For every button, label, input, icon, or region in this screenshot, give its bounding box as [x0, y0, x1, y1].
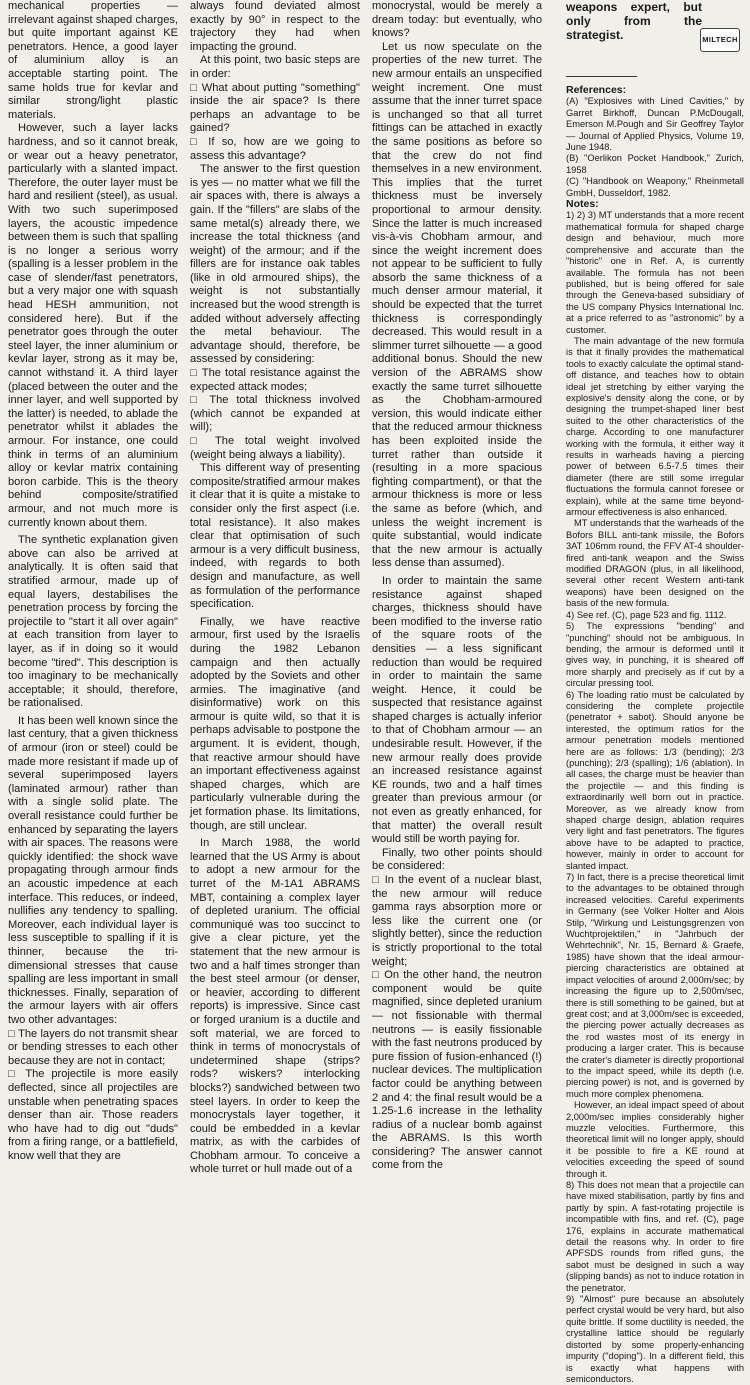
- column-2-paragraph: □ The total weight involved (weight being always a liability).: [190, 435, 360, 462]
- column-2-paragraph: always found deviated almost exactly by 90° in respect to the trajectory they had when impacting the ground.: [190, 0, 360, 53]
- divider-rule: [566, 76, 637, 77]
- note-item: 8) This does not mean that a projectile can have mixed stabilisation, partly by fins and partly by spin. A fast-rotating projectile is incompatible with fins, and ref. (C), page 176, explains in accurate mathematical detail the reasons why. In order to fire APFSDS rounds from rifled guns, the sabot must be designed in such a way (slipping bands) as not to induce rotation in the penetrator.: [566, 1180, 744, 1293]
- note-item: 6) The loading ratio must be calculated by considering the complete projectile (penetrator + sabot). Should anyone be interested, the optimum ratios for the armour penetration models mentioned here are as follows: 1/3 (bending); 2/3 (punching); 2/3 (spalling); 1/6 (ablation). In all cases, the charge must be heavier than the projectile — and this finding is extraordinarily well born out in practice. Moreover, as we already know from shaped charge design, ablation requires very light and fast penetrators. The figures above have to be adapted to practice, however, mainly in order to account for slanted impact.: [566, 689, 744, 871]
- note-item: 5) The expressions "bending" and "punching" should not be ambiguous. In bending, the armour is deformed until it gives way, in punching, it is sheared off more sharply and precisely as if cut by a circular pressing tool.: [566, 621, 744, 689]
- column-2-paragraph: In March 1988, the world learned that the US Army is about to adopt a new armour for the turret of the M-1A1 ABRAMS MBT, containing a complex layer of depleted uranium. The official communiqué was too succinct to give a clear picture, yet the statement that the new armour is two and a half times stronger than the best steel armour (or denser, or heavier, according to different reports) is impressive. Since cast or forged uranium is a ductile and soft material, we are forced to think in terms of monocrystals of undetermined shape (strips? rods? wiskers? interlocking blocks?) sandwiched between two steel layers. In order to keep the monocrystals layer together, it could be embedded in a kevlar matrix, as with the carbides of Chobham armour. To conceive a whole turret or hull made out of a: [190, 837, 360, 1176]
- column-1-paragraph: However, such a layer lacks hardness, and so it cannot break, or wear out a heavy penetrator, particularly with a slanted impact. Therefore, the outer layer must be hard and resilient (steel), as usual. With two such superimposed layers, the acoustic impedence between them is such that spalling is no longer a serious worry (spalling is a lesser problem in the case of slender/fast penetrators, but a very major one with squash head HESH ammunition, not considered here). But if the penetrator goes through the outer steel layer, the inner aluminium or kevlar layer, strong as it may be, cannot withstand it. A third layer (placed between the outer and the inner layer, and well supported by the latter) is needed, to ablade the penetrator whilst it ablades the armour. For instance, one could think in terms of an aluminium alloy or kevlar matrix containing boron carbide. This is the theory behind composite/stratified armour, and not much more is currently known about them.: [8, 122, 178, 529]
- notes-list: [566, 210, 744, 1385]
- column-4: [566, 0, 744, 1384]
- column-3-paragraph: monocrystal, would be merely a dream today: but eventually, who knows?: [372, 0, 542, 40]
- note-item: 9) "Almost" pure because an absolutely perfect crystal would be very hard, but also quite brittle. If some ductility is needed, the crystalline lattice should be regularly distorted by some properly-enhancing impurity ("doping"). In a different field, this is exactly what happens with semiconductors.: [566, 1294, 744, 1384]
- column-2-paragraph: □ The total thickness involved (which cannot be expanded at will);: [190, 394, 360, 435]
- note-item: 4) See ref. (C), page 523 and fig. 1112.: [566, 609, 727, 620]
- reference-item: (B) "Oerlikon Pocket Handbook," Zurich, 1958: [566, 153, 744, 175]
- column-2-paragraph: Finally, we have reactive armour, first used by the Israelis during the 1982 Lebanon campaign and then actually adopted by the Soviets and other armies. The imaginative (and disinformative) work on this armour is quite wild, so that it is perhaps advisable to postpone the argument. It is evident, though, that reactive armour should have an important effectiveness against shaped charges, which are particularly vulnerable during the jet formation phase. Its limitations, though, are still unclear.: [190, 615, 360, 832]
- column-1-paragraph: □ The projectile is more easily deflected, since all projectiles are unstable when penetrating spaces denser than air. Those readers who have had to dig out "duds" from a firing range, or a battlefield, know well that they are: [8, 1068, 178, 1163]
- column-2-paragraph: The answer to the first question is yes — no matter what we fill the air spaces with, there is always a gain. If the "fillers" are slabs of the same metal(s) already there, we increase the total thickness (and weight) of the armour; and if the fillers are for instance oak tables (like in old armoured ships), the weight is not substantially increased but the wood strength is added without adversely affecting the metal behaviour. The advantage should, therefore, be assessed by considering:: [190, 163, 360, 366]
- column-2-paragraph: At this point, two basic steps are in order:: [190, 54, 360, 80]
- column-2-paragraph: This different way of presenting composite/stratified armour makes it clear that it is quite a mistake to consider only the first aspect (i.e. total resistance). It also makes clear that optimisation of such armour is a very difficult business, indeed, with regards to both design and manufacture, as well as formulation of the performance specification.: [190, 462, 360, 611]
- column-3-paragraph: □ In the event of a nuclear blast, the new armour will reduce gamma rays absorption more or less like the current one (or slightly better), since the reduction is strictly proportional to the total weight;: [372, 874, 542, 969]
- column-1-paragraph: □ The layers do not transmit shear or bending stresses to each other because they are not in contact;: [8, 1028, 178, 1069]
- note-item: The main advantage of the new formula is that it finally provides the mathematical tools to exactly calculate the optimal stand-off distance, and teaches how to obtain ideal jet stretching by either varying the explosive's density along the cone, or by designing the trumpet-shaped liner best suited to the other characteristics of the charge. According to one manufacturer working with the formula, it either way it results in warheads having a piercing power of between 6.5-7.5 times their diameter (there are still some irregular fluctuations the formula cannot foresee or explain), while at the same time beyond-armour effectiveness is also enhanced.: [566, 335, 744, 518]
- logo-text: MILTECH: [702, 35, 738, 45]
- note-item: However, an ideal impact speed of about 2,000m/sec implies considerably higher muzzle velocities. Furthermore, this theoretical limit will no longer apply, should it be possible to fire a KE round at velocities exceeding the speed of sound through it.: [566, 1100, 744, 1179]
- column-3-paragraph: □ On the other hand, the neutron component would be quite magnified, since depleted uranium — not fissionable with thermal neutrons — is easily fissionable with the fast neutrons produced by pure fission of fusion-enhanced (!) nuclear devices. The multiplication factor could be anything between 2 and 4: the final result would be a 1.25-1.6 increase in the lethality radius of a nuclear bomb against the ABRAMS. Is this worth considering? The answer cannot come from the: [372, 969, 542, 1173]
- column-3-paragraph: Let us now speculate on the properties of the new turret. The new armour entails an unspecified weight increment. One must assume that the inner turret space is unchanged so that all turret fittings can be attached in exactly the same positions as before so that the crew do not find themselves in a new environment. This implies that the turret thickness must be inversely proportional to armour density. Since the latter is much increased vis-à-vis Chobham armour, and since the weight increment does not appear to be sufficient to fully absorb the same thickness of a much denser armour material, it should be expected that the turret thickness is correspondingly decreased. This would result in a slimmer turret silhouette — a good additional bonus. Should the new version of the ABRAMS show exactly the same turret silhouette as the Chobham-armoured version, this would indicate either that the reduced armour thickness has been exploited inside the turret rather than outside it (resulting in a more spacious fighting compartment), or that the armour thickness is more or less the same as before (which, and unless the weight increment is quite substantial, would indicate that the new armour is actually less dense than assumed).: [372, 40, 542, 570]
- reference-item: (C) "Handbook on Weapony," Rheinmetall GmbH, Dusseldorf, 1982.: [566, 176, 744, 198]
- column-3: [372, 0, 542, 1172]
- note-item: MT understands that the warheads of the Bofors BILL anti-tank missile, the Bofors 3AT 106mm round, the FFV AT-4 shoulder-fired anti-tank weapon and the Swiss modified DRAGON (plus, in all likelihood, several other recent Western anti-tank weapons) have been designed on the basis of the new formula.: [566, 518, 744, 609]
- column-2-paragraph: □ What about putting "something" inside the air space? Is there perhaps an advantage to be gained?: [190, 82, 360, 136]
- column-1-paragraph: mechanical properties — irrelevant against shaped charges, but quite important against KE penetrators. Hence, a good layer of aluminium alloy is an acceptable starting point. The same holds true for kevlar and similar strong/light plastic materials.: [8, 0, 178, 121]
- column-4-lead-text: weapons expert, but only from the strategist.: [566, 0, 702, 42]
- column-1-paragraph: The synthetic explanation given above can also be arrived at analytically. It is often said that stratified armour, made up of equal layers, destabilises the penetration process by forcing the projectile to "start it all over again" at each transition from layer to layer, as if in doing so it would become "tired". This description is too imaginary to be mechanically acceptable; it should, therefore, be rationalised.: [8, 534, 178, 710]
- reference-item: (A) "Explosives with Lined Cavities," by Garret Birkhoff, Duncan P.McDougall, Emerson M.Pough and Sir Geoffrey Taylor — Journal of Applied Physics, Volume 19, June 1948.: [566, 96, 744, 153]
- column-2-paragraph: □ If so, how are we going to assess this advantage?: [190, 136, 360, 163]
- column-3-paragraph: In order to maintain the same resistance against shaped charges, thickness should have been modified to the inverse ratio of the square roots of the densities — a less significant reduction than would be required in order to maintain the same weight. Hence, it could be suspected that resistance against shaped charges is actually inferior to that of Chobham armour — an undesirable result. However, if the new armour really does provide an increased resistance against KE rounds, two and a half times greater than previous armour (or not even as greatly enhanced, for that matter) the overall result would still be worth paying for.: [372, 574, 542, 846]
- references-section: [566, 85, 744, 1385]
- references-heading: References:: [566, 84, 627, 96]
- miltech-logo: [700, 28, 740, 52]
- column-2: [190, 0, 360, 1176]
- notes-heading: Notes:: [566, 198, 599, 211]
- note-item: 1) 2) 3) MT understands that a more recent mathematical formula for shaped charge design and behaviour, much more comprehensive and accurate than the "historic" one in Ref. A, is currently available. The formula has not been published, but is being offered for sale through the Geneva-based subsidiary of the US company Physics International Inc. at a price referred to as "astronomic" by a customer.: [566, 210, 744, 335]
- column-3-paragraph: Finally, two other points should be considered:: [372, 846, 542, 873]
- column-2-paragraph: □ The total resistance against the expected attack modes;: [190, 367, 360, 394]
- note-item: 7) In fact, there is a precise theoretical limit to the advantages to be obtained through increased velocities. Careful experiments in Germany (see Volker Holter and Alois Stilp, "Wirkung und Leistungsgrenzen von Wuchtprojektilen," in "Jahrbuch der Wehrtechnik", Nr. 15, Bernard & Graefe, 1985) have shown that the ideal armour-piercing characteristics are obtained at impact velocities of around 2,000m/sec; by increasing the figure up to 2,500m/sec, there is still something to be gained, but at great cost; and at 3,000m/sec is exceeded, the piercing power actually decreases as the rod wastes most of its energy in producing a larger crater. This is because the crater's diameter is directly proportional to the impact speed, while its depth (i.e. piercing power) is not, and is governed by much more complex phenomena.: [566, 872, 744, 1099]
- column-1: [8, 0, 178, 1162]
- column-1-paragraph: It has been well known since the last century, that a given thickness of armour (iron or steel) could be made more resistant if made up of several superimposed layers (laminated armour) rather than with a single solid plate. The overall resistance could further be enhanced by separating the layers with air spaces. The reasons were quickly identified: the shock wave propagating through armour finds an acoustic impedence at each interface. This reduces, or indeed, nullifies any tendency to spalling. Moreover, each individual layer is less susceptible to spalling if it is thinner, because the tri-dimensional stresses that cause spalling are less important in small thicknesses. Finally, separation of the armour layers with air offers two other advantages:: [8, 714, 178, 1026]
- references-list: [566, 96, 744, 199]
